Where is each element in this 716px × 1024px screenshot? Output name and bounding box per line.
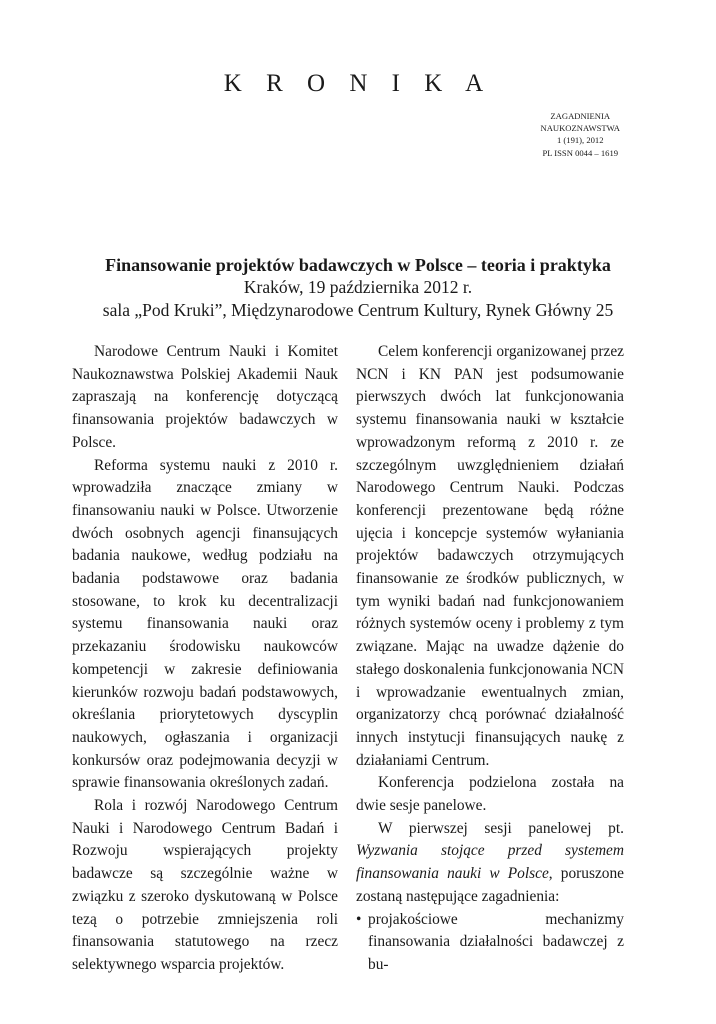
journal-metadata (540, 110, 620, 159)
paragraph (356, 818, 624, 909)
paragraph: Narodowe Centrum Nauki i Komitet Naukoznawstwa Polskiej Akademii Nauk zapraszają na konferencję dotyczącą finansowania projektów badawczych w Polsce. (72, 343, 338, 451)
list-item (356, 909, 624, 977)
paragraph-text: , poruszone zostaną następujące zagadnienia: (356, 865, 624, 905)
journal-name-line1: ZAGADNIENIA (550, 111, 611, 121)
event-venue: sala „Pod Kruki”, Międzynarodowe Centrum Kultury, Rynek Główny 25 (102, 300, 614, 320)
paragraph-text: W pierwszej sesji panelowej pt. (378, 819, 624, 837)
paragraph: Rola i rozwój Narodowego Centrum Nauki i Narodowego Centrum Badań i Rozwoju wspierających projekty badawcze są szczególnie ważne w związku z szeroko dyskutowaną w Polsce tezą o potrzebie zmniejszenia roli finansowania statutowego na rzecz selektywnego wsparcia projektów. (72, 797, 338, 973)
paragraph: Konferencja podzielona została na dwie sesje panelowe. (356, 774, 624, 815)
paragraph: Celem konferencji organizowanej przez NCN i KN PAN jest podsumowanie pierwszych dwóch lat funkcjonowania systemu finansowania nauki w kształcie wprowadzonym reformą z 2010 r. ze szczególnym uwzględnieniem działań Narodowego Centrum Nauki. Podczas konferencji prezentowane będą różne ujęcia i koncepcje systemów wyłaniania projektów badawczych otrzymujących finansowanie ze środków publicznych, w tym wyniki badań nad funkcjonowaniem różnych systemów oceny i problemy z tym związane. Mając na uwadze dążenie do stałego doskonalenia funkcjonowania NCN i wprowadzanie ewentualnych zmian, organizatorzy chcą porównać działalność innych instytucji finansujących naukę z działaniami Centrum. (356, 343, 624, 769)
section-title: K R O N I K A (223, 70, 493, 97)
session-title: Wyzwania stojące przed systemem finansowania nauki w Polsce (356, 842, 624, 883)
bullet-icon: • (356, 910, 362, 928)
event-header (0, 254, 716, 322)
journal-issn: PL ISSN 0044 – 1619 (542, 147, 619, 158)
journal-issue: 1 (191), 2012 (556, 135, 604, 146)
event-date-place: Kraków, 19 października 2012 r. (243, 277, 473, 297)
left-column (72, 341, 338, 977)
right-column (356, 341, 624, 977)
journal-name-line2: NAUKOZNAWSTWA (540, 123, 620, 134)
paragraph: Reforma systemu nauki z 2010 r. wprowadziła znaczące zmiany w finansowaniu nauki w Polsce. Utworzenie dwóch osobnych agencji finansujących badania naukowe, według podziału na badania podstawowe oraz badania stosowane, to krok ku decentralizacji systemu finansowania nauki oraz przekazaniu środowisku naukowców kompetencji w zakresie definiowania kierunków rozwoju badań podstawowych, określania priorytetowych dyscyplin naukowych, ogłaszania i organizacji konkursów oraz podejmowania decyzji w sprawie finansowania określonych zadań. (72, 456, 338, 792)
list-item-text: projakościowe mechanizmy finansowania działalności badawczej z bu- (368, 910, 624, 973)
event-title: Finansowanie projektów badawczych w Polsce – teoria i praktyka (105, 255, 611, 275)
